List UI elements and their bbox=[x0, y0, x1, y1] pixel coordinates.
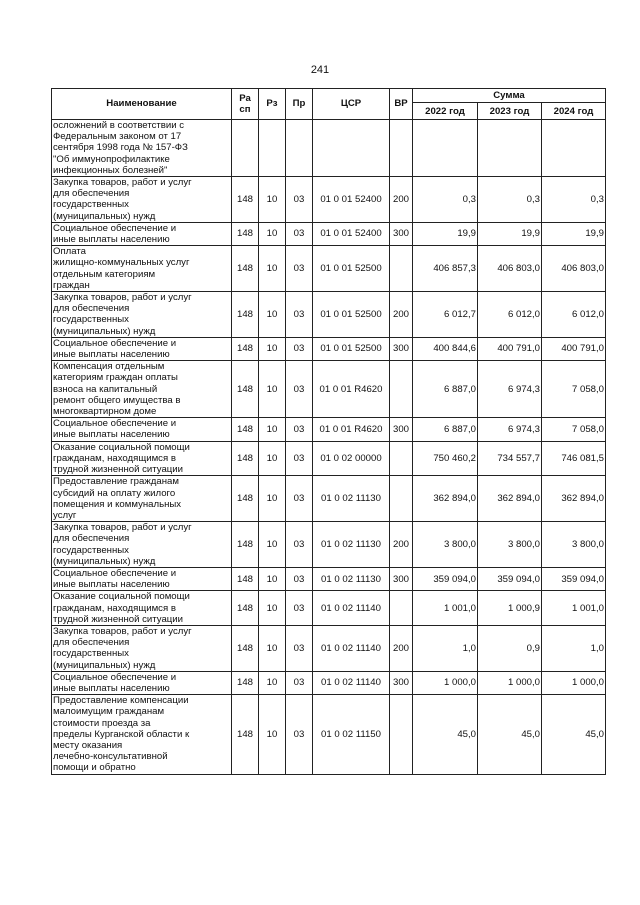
table-row bbox=[52, 246, 606, 292]
cell-csr: 01 0 02 11140 bbox=[313, 591, 390, 626]
col-header-2022: 2022 год bbox=[413, 103, 478, 120]
col-header-rz: Рз bbox=[259, 89, 286, 120]
cell-sum-2024: 362 894,0 bbox=[542, 476, 606, 522]
cell-sum-2024: 0,3 bbox=[542, 177, 606, 223]
cell-sum-2023 bbox=[478, 120, 542, 177]
cell-sum-2023: 359 094,0 bbox=[478, 567, 542, 590]
cell-sum-2024: 400 791,0 bbox=[542, 337, 606, 360]
cell-sum-2024: 3 800,0 bbox=[542, 522, 606, 568]
col-header-name: Наименование bbox=[52, 89, 232, 120]
cell-rasp: 148 bbox=[232, 441, 259, 476]
cell-pr: 03 bbox=[286, 361, 313, 418]
cell-sum-2022: 3 800,0 bbox=[413, 522, 478, 568]
table-row bbox=[52, 591, 606, 626]
header-row bbox=[52, 89, 606, 103]
cell-sum-2022: 400 844,6 bbox=[413, 337, 478, 360]
cell-rz: 10 bbox=[259, 625, 286, 671]
cell-vr: 300 bbox=[390, 671, 413, 694]
table-row bbox=[52, 567, 606, 590]
cell-sum-2024: 1,0 bbox=[542, 625, 606, 671]
cell-rz: 10 bbox=[259, 222, 286, 245]
cell-rasp: 148 bbox=[232, 337, 259, 360]
cell-pr bbox=[286, 120, 313, 177]
cell-name: Закупка товаров, работ и услуг для обеспечения государственных (муниципальных) нужд bbox=[52, 522, 232, 568]
cell-rasp: 148 bbox=[232, 591, 259, 626]
table-row bbox=[52, 476, 606, 522]
table-row bbox=[52, 361, 606, 418]
cell-vr bbox=[390, 361, 413, 418]
cell-rasp: 148 bbox=[232, 177, 259, 223]
cell-vr bbox=[390, 591, 413, 626]
cell-vr: 300 bbox=[390, 337, 413, 360]
cell-csr: 01 0 01 52500 bbox=[313, 337, 390, 360]
cell-vr bbox=[390, 120, 413, 177]
cell-csr: 01 0 01 52400 bbox=[313, 177, 390, 223]
cell-name: Оказание социальной помощи гражданам, находящимся в трудной жизненной ситуации bbox=[52, 441, 232, 476]
cell-rasp: 148 bbox=[232, 361, 259, 418]
cell-rasp: 148 bbox=[232, 567, 259, 590]
cell-csr: 01 0 02 11130 bbox=[313, 522, 390, 568]
cell-pr: 03 bbox=[286, 567, 313, 590]
cell-sum-2024: 359 094,0 bbox=[542, 567, 606, 590]
cell-sum-2024: 1 001,0 bbox=[542, 591, 606, 626]
cell-vr: 300 bbox=[390, 567, 413, 590]
col-header-vr: ВР bbox=[390, 89, 413, 120]
cell-rz: 10 bbox=[259, 337, 286, 360]
cell-name: Закупка товаров, работ и услуг для обеспечения государственных (муниципальных) нужд bbox=[52, 625, 232, 671]
cell-rasp: 148 bbox=[232, 476, 259, 522]
cell-sum-2022: 1 001,0 bbox=[413, 591, 478, 626]
cell-sum-2023: 19,9 bbox=[478, 222, 542, 245]
cell-rasp: 148 bbox=[232, 222, 259, 245]
cell-name: Социальное обеспечение и иные выплаты населению bbox=[52, 337, 232, 360]
cell-vr bbox=[390, 695, 413, 774]
cell-rasp: 148 bbox=[232, 695, 259, 774]
cell-name: Социальное обеспечение и иные выплаты населению bbox=[52, 418, 232, 441]
cell-sum-2022: 750 460,2 bbox=[413, 441, 478, 476]
table-row bbox=[52, 671, 606, 694]
cell-sum-2024: 406 803,0 bbox=[542, 246, 606, 292]
table-row bbox=[52, 695, 606, 774]
cell-vr: 200 bbox=[390, 625, 413, 671]
col-header-2024: 2024 год bbox=[542, 103, 606, 120]
cell-vr: 300 bbox=[390, 222, 413, 245]
cell-name: Закупка товаров, работ и услуг для обеспечения государственных (муниципальных) нужд bbox=[52, 177, 232, 223]
cell-sum-2022: 6 887,0 bbox=[413, 361, 478, 418]
cell-sum-2022: 1 000,0 bbox=[413, 671, 478, 694]
cell-name: Компенсация отдельным категориям граждан оплаты взноса на капитальный ремонт общего имущества в многоквартирном доме bbox=[52, 361, 232, 418]
cell-csr: 01 0 01 R4620 bbox=[313, 361, 390, 418]
cell-csr: 01 0 01 52500 bbox=[313, 292, 390, 338]
cell-sum-2023: 6 974,3 bbox=[478, 418, 542, 441]
cell-rasp: 148 bbox=[232, 418, 259, 441]
col-header-sum: Сумма bbox=[413, 89, 606, 103]
table-row bbox=[52, 625, 606, 671]
cell-vr bbox=[390, 441, 413, 476]
cell-sum-2024: 7 058,0 bbox=[542, 418, 606, 441]
cell-sum-2023: 0,3 bbox=[478, 177, 542, 223]
cell-rasp: 148 bbox=[232, 671, 259, 694]
cell-pr: 03 bbox=[286, 441, 313, 476]
cell-vr: 200 bbox=[390, 292, 413, 338]
cell-csr: 01 0 02 11150 bbox=[313, 695, 390, 774]
cell-vr: 300 bbox=[390, 418, 413, 441]
cell-sum-2024: 6 012,0 bbox=[542, 292, 606, 338]
cell-name: Социальное обеспечение и иные выплаты населению bbox=[52, 222, 232, 245]
cell-sum-2024: 19,9 bbox=[542, 222, 606, 245]
cell-sum-2022: 406 857,3 bbox=[413, 246, 478, 292]
cell-csr: 01 0 01 52400 bbox=[313, 222, 390, 245]
cell-rasp: 148 bbox=[232, 292, 259, 338]
cell-rz: 10 bbox=[259, 591, 286, 626]
table-row bbox=[52, 441, 606, 476]
cell-rasp: 148 bbox=[232, 246, 259, 292]
cell-sum-2022: 45,0 bbox=[413, 695, 478, 774]
table-row bbox=[52, 522, 606, 568]
cell-sum-2022 bbox=[413, 120, 478, 177]
table-row bbox=[52, 418, 606, 441]
cell-sum-2022: 362 894,0 bbox=[413, 476, 478, 522]
col-header-2023: 2023 год bbox=[478, 103, 542, 120]
cell-rasp bbox=[232, 120, 259, 177]
cell-sum-2023: 734 557,7 bbox=[478, 441, 542, 476]
col-header-rasp: Ра сп bbox=[232, 89, 259, 120]
cell-sum-2024: 746 081,5 bbox=[542, 441, 606, 476]
cell-vr bbox=[390, 476, 413, 522]
cell-sum-2024: 1 000,0 bbox=[542, 671, 606, 694]
cell-sum-2023: 1 000,9 bbox=[478, 591, 542, 626]
cell-rz: 10 bbox=[259, 441, 286, 476]
cell-pr: 03 bbox=[286, 522, 313, 568]
cell-rz: 10 bbox=[259, 418, 286, 441]
cell-sum-2024: 45,0 bbox=[542, 695, 606, 774]
cell-name: Социальное обеспечение и иные выплаты населению bbox=[52, 671, 232, 694]
cell-rz: 10 bbox=[259, 292, 286, 338]
cell-rasp: 148 bbox=[232, 522, 259, 568]
cell-csr: 01 0 02 11130 bbox=[313, 567, 390, 590]
cell-rz: 10 bbox=[259, 695, 286, 774]
table-row bbox=[52, 337, 606, 360]
col-header-csr: ЦСР bbox=[313, 89, 390, 120]
cell-rz: 10 bbox=[259, 246, 286, 292]
cell-vr: 200 bbox=[390, 177, 413, 223]
cell-sum-2024 bbox=[542, 120, 606, 177]
cell-sum-2022: 6 012,7 bbox=[413, 292, 478, 338]
cell-sum-2023: 3 800,0 bbox=[478, 522, 542, 568]
cell-sum-2023: 0,9 bbox=[478, 625, 542, 671]
budget-table bbox=[51, 88, 606, 775]
cell-pr: 03 bbox=[286, 418, 313, 441]
cell-name: осложнений в соответствии с Федеральным законом от 17 сентября 1998 года № 157-ФЗ "Об иммунопрофилактике инфекционных болезней" bbox=[52, 120, 232, 177]
cell-pr: 03 bbox=[286, 695, 313, 774]
cell-vr: 200 bbox=[390, 522, 413, 568]
page-number: 241 bbox=[310, 64, 330, 76]
cell-rz: 10 bbox=[259, 671, 286, 694]
cell-pr: 03 bbox=[286, 671, 313, 694]
cell-csr bbox=[313, 120, 390, 177]
cell-sum-2023: 6 974,3 bbox=[478, 361, 542, 418]
cell-sum-2022: 19,9 bbox=[413, 222, 478, 245]
cell-rz bbox=[259, 120, 286, 177]
cell-name: Предоставление гражданам субсидий на оплату жилого помещения и коммунальных услуг bbox=[52, 476, 232, 522]
cell-sum-2022: 359 094,0 bbox=[413, 567, 478, 590]
cell-sum-2023: 406 803,0 bbox=[478, 246, 542, 292]
cell-name: Оказание социальной помощи гражданам, находящимся в трудной жизненной ситуации bbox=[52, 591, 232, 626]
table-row bbox=[52, 120, 606, 177]
cell-name: Предоставление компенсации малоимущим гражданам стоимости проезда за пределы Курганской области к месту оказания лечебно-консультативной помощи и обратно bbox=[52, 695, 232, 774]
cell-name: Социальное обеспечение и иные выплаты населению bbox=[52, 567, 232, 590]
table-row bbox=[52, 292, 606, 338]
cell-pr: 03 bbox=[286, 337, 313, 360]
cell-name: Закупка товаров, работ и услуг для обеспечения государственных (муниципальных) нужд bbox=[52, 292, 232, 338]
table-row bbox=[52, 177, 606, 223]
cell-rz: 10 bbox=[259, 476, 286, 522]
cell-sum-2023: 400 791,0 bbox=[478, 337, 542, 360]
cell-rz: 10 bbox=[259, 567, 286, 590]
col-header-pr: Пр bbox=[286, 89, 313, 120]
cell-sum-2022: 1,0 bbox=[413, 625, 478, 671]
cell-pr: 03 bbox=[286, 222, 313, 245]
cell-vr bbox=[390, 246, 413, 292]
cell-csr: 01 0 01 52500 bbox=[313, 246, 390, 292]
cell-sum-2022: 0,3 bbox=[413, 177, 478, 223]
cell-rz: 10 bbox=[259, 522, 286, 568]
cell-pr: 03 bbox=[286, 292, 313, 338]
table-row bbox=[52, 222, 606, 245]
cell-csr: 01 0 02 11130 bbox=[313, 476, 390, 522]
cell-pr: 03 bbox=[286, 246, 313, 292]
cell-csr: 01 0 01 R4620 bbox=[313, 418, 390, 441]
cell-rz: 10 bbox=[259, 177, 286, 223]
cell-sum-2023: 1 000,0 bbox=[478, 671, 542, 694]
cell-csr: 01 0 02 11140 bbox=[313, 671, 390, 694]
cell-sum-2023: 6 012,0 bbox=[478, 292, 542, 338]
cell-sum-2024: 7 058,0 bbox=[542, 361, 606, 418]
cell-sum-2023: 362 894,0 bbox=[478, 476, 542, 522]
cell-sum-2023: 45,0 bbox=[478, 695, 542, 774]
cell-pr: 03 bbox=[286, 177, 313, 223]
cell-csr: 01 0 02 00000 bbox=[313, 441, 390, 476]
cell-name: Оплата жилищно-коммунальных услуг отдельным категориям граждан bbox=[52, 246, 232, 292]
cell-pr: 03 bbox=[286, 476, 313, 522]
cell-rz: 10 bbox=[259, 361, 286, 418]
cell-csr: 01 0 02 11140 bbox=[313, 625, 390, 671]
cell-rasp: 148 bbox=[232, 625, 259, 671]
cell-pr: 03 bbox=[286, 625, 313, 671]
cell-pr: 03 bbox=[286, 591, 313, 626]
cell-sum-2022: 6 887,0 bbox=[413, 418, 478, 441]
